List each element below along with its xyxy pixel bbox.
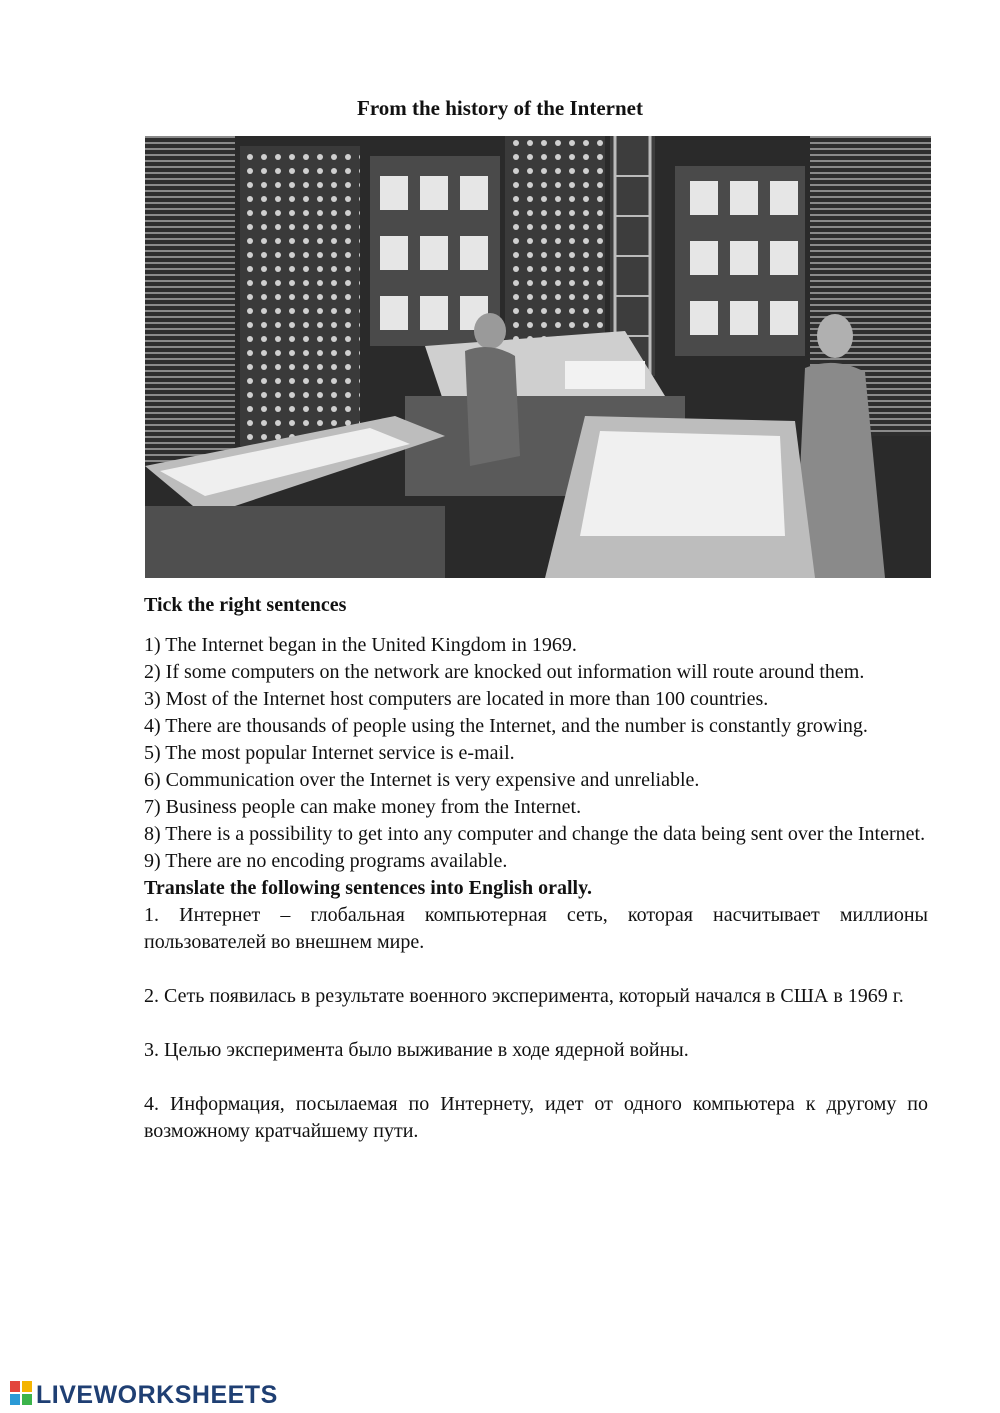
liveworksheets-logo-icon [10,1381,32,1410]
page-title: From the history of the Internet [357,96,643,120]
translate-sentence: 1. Интернет – глобальная компьютерная сеть, которая насчитывает миллионы пользователей во внешнем мире. [144,904,928,953]
translate-heading: Translate the following sentences into English orally. [144,877,592,899]
tick-sentence[interactable]: 4) There are thousands of people using the Internet, and the number is constantly growing. [144,715,868,737]
translate-sentence: 4. Информация, посылаемая по Интернету, идет от одного компьютера к другому по возможному кратчайшему пути. [144,1093,928,1142]
tick-sentence[interactable]: 1) The Internet began in the United Kingdom in 1969. [144,634,577,656]
tick-sentence[interactable]: 2) If some computers on the network are knocked out information will route around them. [144,661,865,683]
logo-text: LIVEWORKSHEETS [36,1380,278,1409]
tick-heading: Tick the right sentences [144,594,347,616]
worksheet-body [144,632,928,1145]
tick-sentence[interactable]: 3) Most of the Internet host computers are located in more than 100 countries. [144,688,769,710]
vintage-computer-photo [145,136,931,578]
translate-sentence: 2. Сеть появилась в результате военного эксперимента, который начался в США в 1969 г. [144,985,904,1007]
spacer [144,1064,928,1091]
tick-sentence[interactable]: 7) Business people can make money from the Internet. [144,796,582,818]
spacer [144,1010,928,1037]
liveworksheets-logo[interactable] [10,1382,278,1408]
tick-sentence[interactable]: 9) There are no encoding programs available. [144,850,508,872]
spacer [144,956,928,983]
tick-sentence[interactable]: 8) There is a possibility to get into any computer and change the data being sent over the Internet. [144,823,926,845]
tick-sentence[interactable]: 5) The most popular Internet service is e-mail. [144,742,515,764]
tick-sentence[interactable]: 6) Communication over the Internet is very expensive and unreliable. [144,769,700,791]
translate-sentence: 3. Целью эксперимента было выживание в ходе ядерной войны. [144,1039,689,1061]
